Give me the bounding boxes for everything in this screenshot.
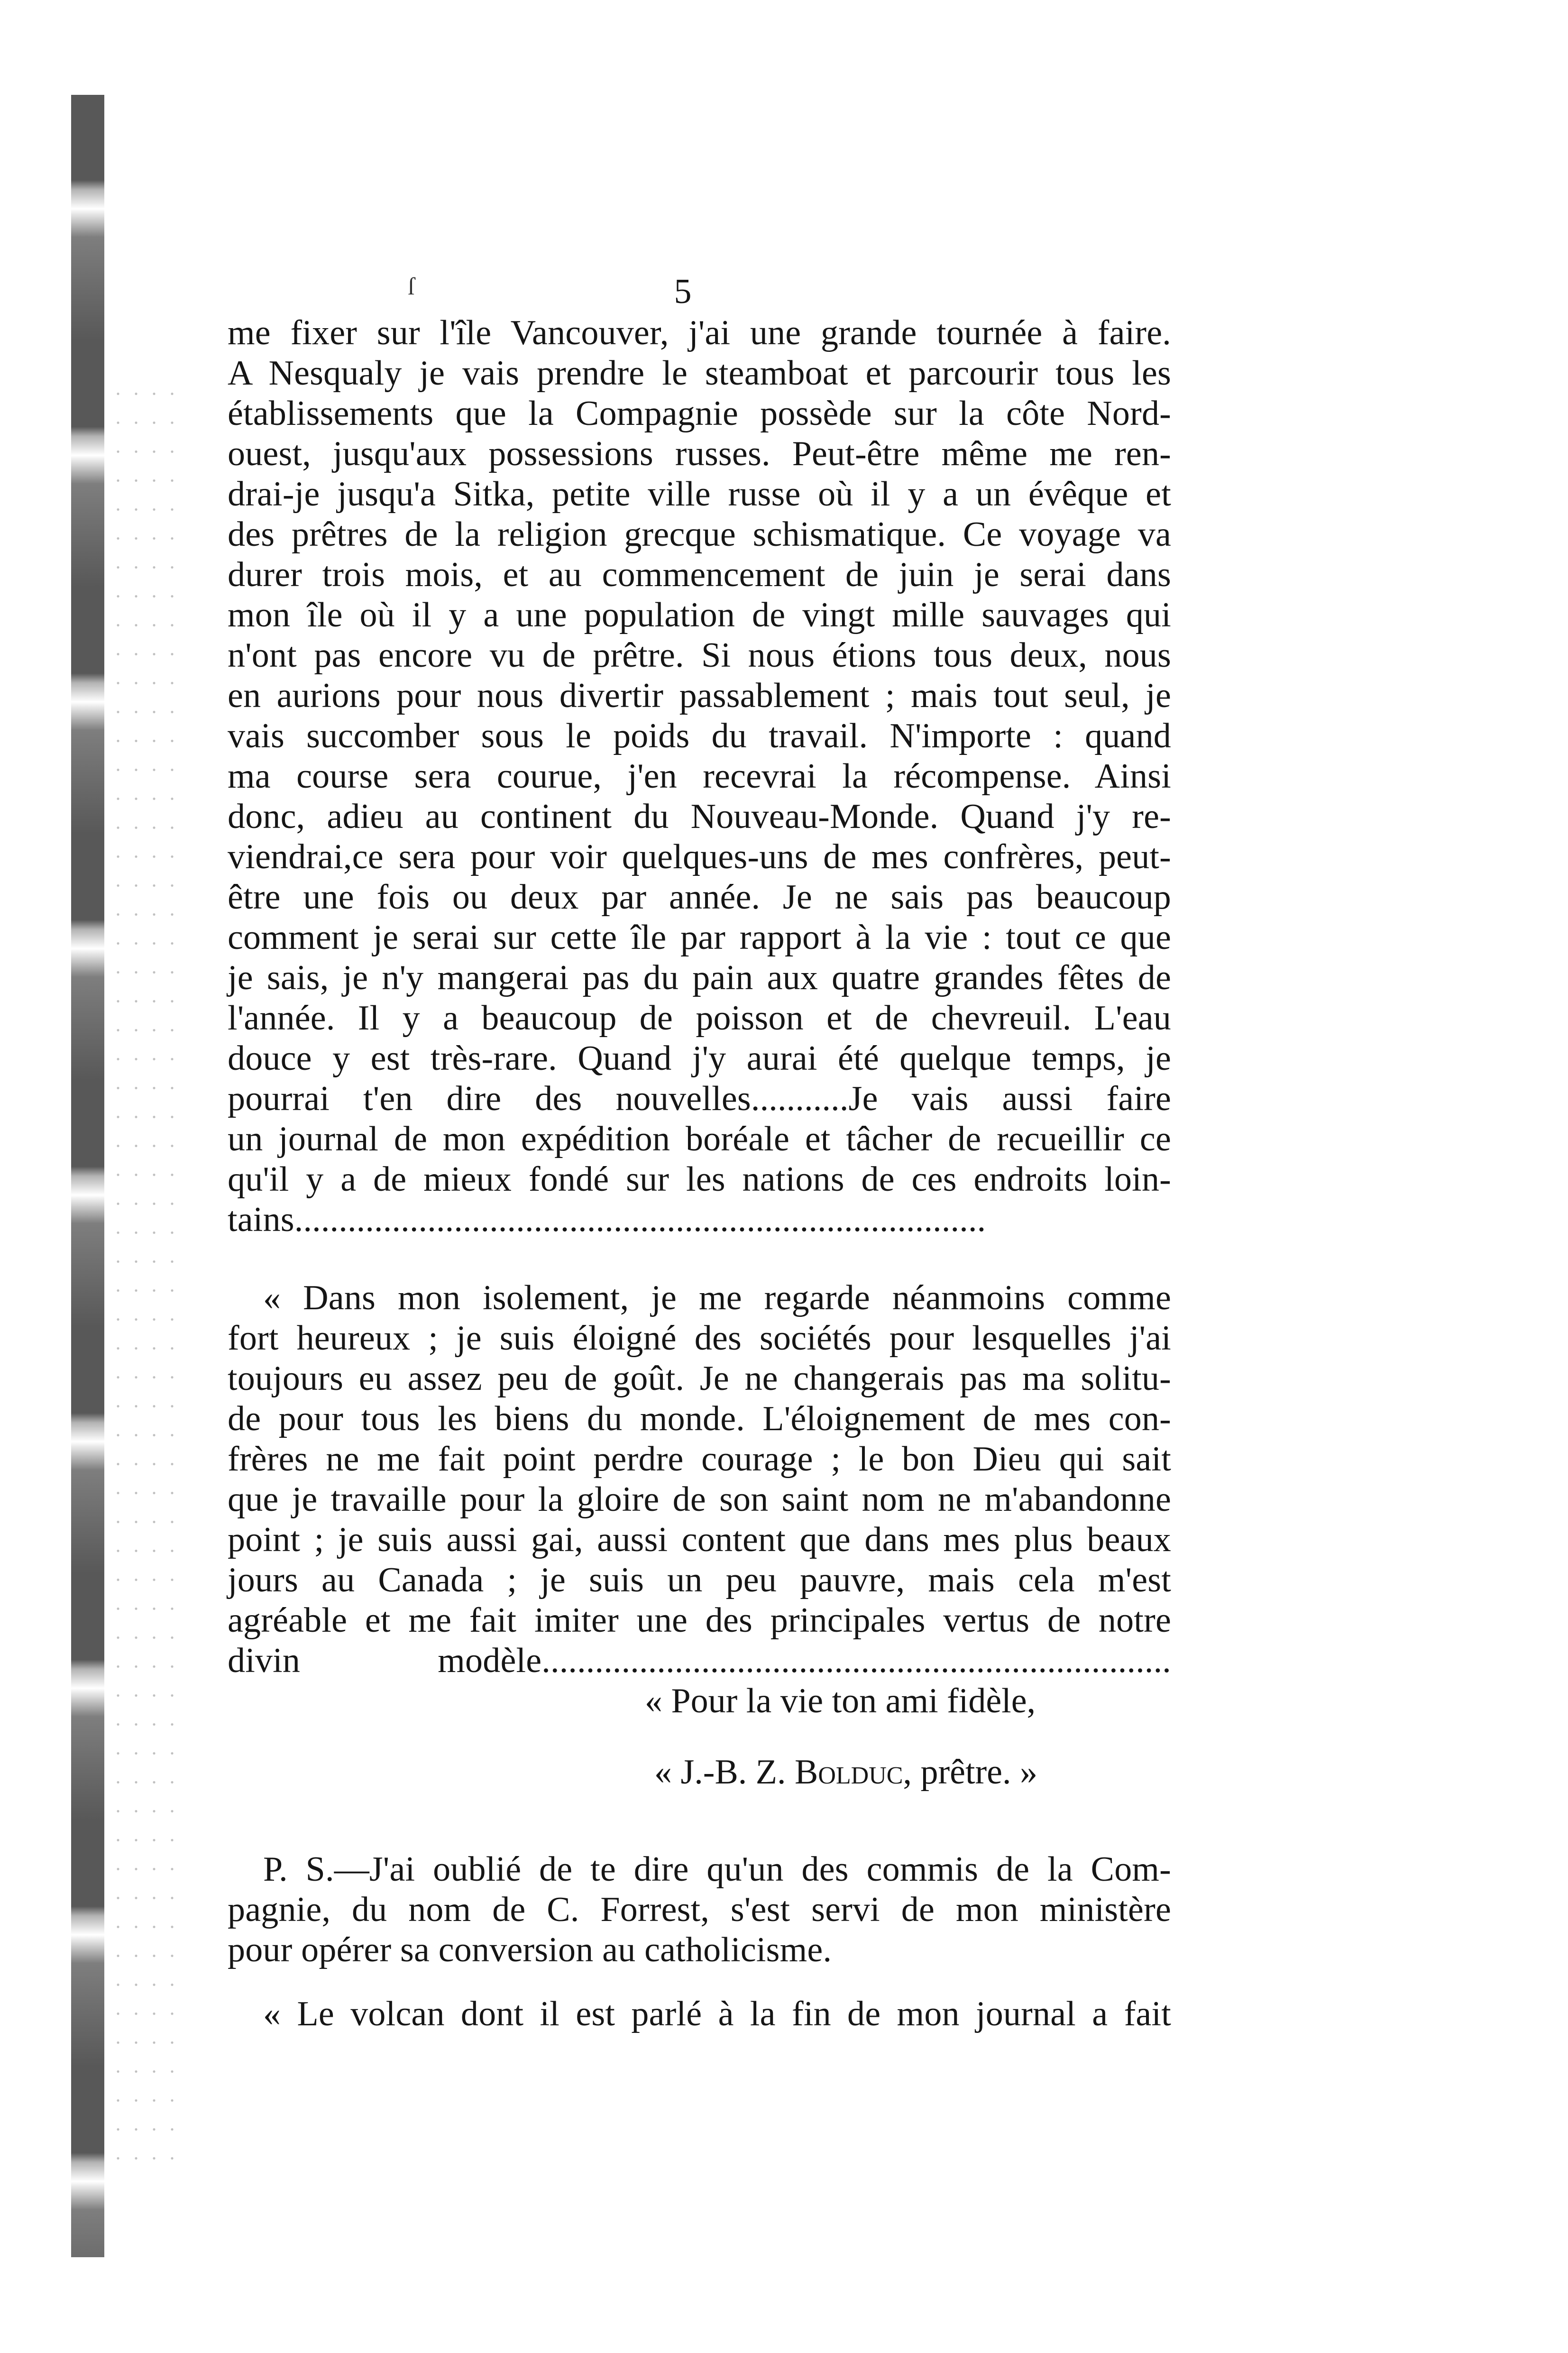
text-line: toujours eu assez peu de goût. Je ne changerais pas ma solitu-	[228, 1359, 1171, 1398]
text-line: donc, adieu au continent du Nouveau-Monde. Quand j'y re-	[228, 797, 1171, 836]
closing-salutation: « Pour la vie ton ami fidèle,	[645, 1682, 1036, 1720]
text-line: que je travaille pour la gloire de son saint nom ne m'abandonne	[228, 1480, 1171, 1519]
text-line: drai-je jusqu'a Sitka, petite ville russe où il y a un évêque et	[228, 475, 1171, 514]
text-line: ma course sera courue, j'en recevrai la récompense. Ainsi	[228, 757, 1171, 796]
text-line: mon île où il y a une population de vingt mille sauvages qui	[228, 596, 1171, 634]
text-line: A Nesqualy je vais prendre le steamboat et parcourir tous les	[228, 354, 1171, 393]
text-line: je sais, je n'y mangerai pas du pain aux quatre grandes fêtes de	[228, 958, 1171, 997]
text-line: jours au Canada ; je suis un peu pauvre, mais cela m'est	[228, 1561, 1171, 1599]
text-line: point ; je suis aussi gai, aussi content que dans mes plus beaux	[228, 1520, 1171, 1559]
signature-line	[654, 1752, 1037, 1792]
signature-prefix: « J.-B. Z.	[654, 1753, 795, 1792]
text-line: P. S.—J'ai oublié de te dire qu'un des commis de la Com-	[263, 1850, 1171, 1889]
final-paragraph	[228, 1994, 1171, 2034]
text-line: qu'il y a de mieux fondé sur les nations de ces endroits loin-	[228, 1160, 1171, 1199]
text-line: pourrai t'en dire des nouvelles...........Je vais aussi faire	[228, 1079, 1171, 1118]
text-line: douce y est très-rare. Quand j'y aurai été quelque temps, je	[228, 1039, 1171, 1078]
text-line: me fixer sur l'île Vancouver, j'ai une grande tournée à faire.	[228, 313, 1171, 352]
signature-name: Bolduc	[795, 1753, 903, 1792]
text-line: ouest, jusqu'aux possessions russes. Peut-être même me ren-	[228, 434, 1171, 473]
text-line: des prêtres de la religion grecque schismatique. Ce voyage va	[228, 515, 1171, 554]
scan-speckle	[109, 379, 175, 2181]
text-line: vais succomber sous le poids du travail. N'importe : quand	[228, 717, 1171, 755]
text-line: « Dans mon isolement, je me regarde néanmoins comme	[263, 1278, 1171, 1317]
postscript	[228, 1849, 1171, 1970]
text-line: frères ne me fait point perdre courage ; le bon Dieu qui sait	[228, 1440, 1171, 1479]
text-line: l'année. Il y a beaucoup de poisson et de chevreuil. L'eau	[228, 999, 1171, 1038]
text-line: établissements que la Compagnie possède sur la côte Nord-	[228, 394, 1171, 433]
text-line: tains..............................................................................	[228, 1200, 986, 1239]
text-line: durer trois mois, et au commencement de juin je serai dans	[228, 555, 1171, 594]
text-line: « Le volcan dont il est parlé à la fin de mon journal a fait	[263, 1995, 1171, 2033]
text-line: être une fois ou deux par année. Je ne sais pas beaucoup	[228, 878, 1171, 917]
text-line: pour opérer sa conversion au catholicisme.	[228, 1930, 832, 1969]
text-line: viendrai,ce sera pour voir quelques-uns de mes confrères, peut-	[228, 837, 1171, 876]
text-line: n'ont pas encore vu de prêtre. Si nous étions tous deux, nous	[228, 636, 1171, 675]
text-line: comment je serai sur cette île par rapport à la vie : tout ce que	[228, 918, 1171, 957]
text-line: fort heureux ; je suis éloigné des sociétés pour lesquelles j'ai	[228, 1319, 1171, 1358]
text-line: agréable et me fait imiter une des principales vertus de notre	[228, 1601, 1171, 1640]
stray-ink-mark: ſ	[408, 273, 415, 300]
page-number: 5	[674, 272, 692, 311]
binding-shadow	[71, 95, 104, 2257]
paragraph-gap	[228, 1240, 1171, 1278]
text-line: divin modèle.......................................................................	[228, 1641, 1171, 1680]
text-line: en aurions pour nous divertir passablement ; mais tout seul, je	[228, 676, 1171, 715]
text-line: de pour tous les biens du monde. L'éloignement de mes con-	[228, 1399, 1171, 1438]
body-text	[228, 313, 1171, 1681]
signature-suffix: , prêtre. »	[903, 1753, 1038, 1792]
text-line: pagnie, du nom de C. Forrest, s'est servi de mon ministère	[228, 1890, 1171, 1929]
paragraph-continuation	[228, 313, 1171, 1240]
paragraph-isolement	[228, 1278, 1171, 1681]
text-line: un journal de mon expédition boréale et tâcher de recueillir ce	[228, 1120, 1171, 1158]
